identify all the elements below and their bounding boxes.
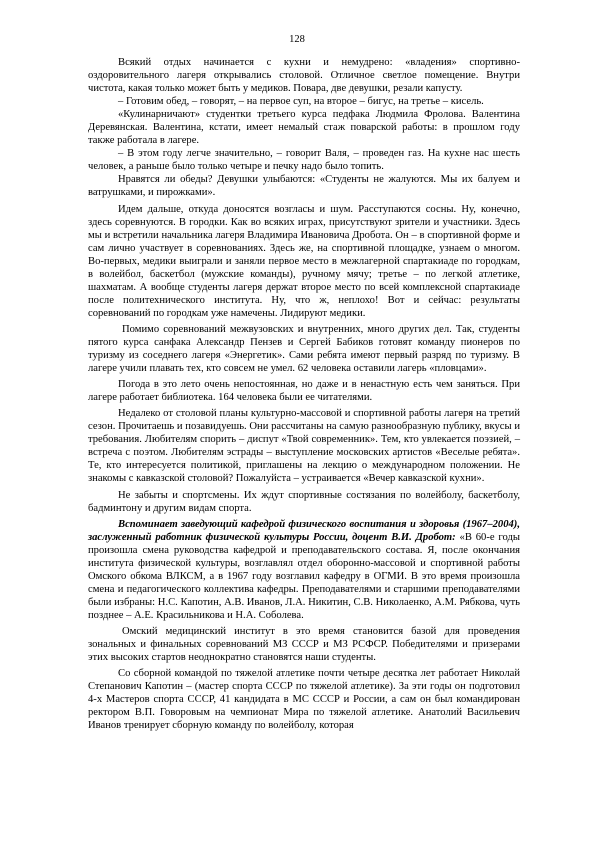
paragraph-competitions: Идем дальше, откуда доносятся возгласы и шум. Расступаются сосны. Ну, конечно, здесь соревнуются. В городки. Как во всяких играх, присутствуют зрители и участники. Здесь мы и встретили начальника лагеря Владимира Ивановича Дробота. Он – в спортивной форме и сам лично участвует в соревнованиях. Здесь же, на спортивной площадке, узнаем о многом. Во-первых, медики выиграли и заняли первое место в межлагерной спартакиаде по городкам, в волейбол, баскетбол (мужские команды), ручному мячу; третье – по легкой атлетике, шахматам. А вообще студенты лагеря держат второе место по всей комплексной спартакиаде после политехнического института. Ну, что ж, неплохо! Вот и сейчас: результаты соревнований по городкам уже намечены. Лидируют медики. [88, 203, 520, 319]
memoir-text: «В 60-е годы произошла смена руководства кафедрой и преподавательского состава. Я, после окончания института физической культуры, возглавлял отдел оборонно-массовой и спортивной работы Омского обкома ВЛКСМ, а в 1967 году возглавил кафедру в ОГМИ. В это время произошла смена и педагогического коллектива кафедры. Преподавателями и старшими преподавателями были избраны: Н.С. Капотин, А.В. Иванов, Л.А. Никитин, С.В. Николаенко, А.М. Рябкова, чуть позднее – А.Е. Красильникова и Н.А. Соболева. [88, 531, 520, 621]
paragraph-library: Погода в это лето очень непостоянная, но даже и в ненастную есть чем заняться. При лагере работает библиотека. 164 человека были ее читателями. [88, 379, 520, 404]
paragraph-kitchen-intro: Всякий отдых начинается с кухни и немудрено: «владения» спортивно-оздоровительного лагеря открывались столовой. Отличное светлое помещение. Внутри чистота, какая только может быть у медиков. Повара, две девушки, резали капусту. [88, 57, 520, 95]
page-number: 128 [289, 34, 305, 45]
paragraph-menu-quote: – Готовим обед, – говорят, – на первое суп, на второе – бигус, на третье – кисель. [118, 96, 484, 108]
paragraph-lunches: Нравятся ли обеды? Девушки улыбаются: «Студенты не жалуются. Мы их балуем и ватрушками, и пирожками». [88, 174, 520, 199]
paragraph-weightlifting: Со сборной командой по тяжелой атлетике почти четыре десятка лет работает Николай Степанович Капотин – (мастер спорта СССР по тяжелой атлетике). За эти годы он подготовил 4-х Мастеров спорта СССР, 41 кандидата в МС СССР и России, а сам он был командирован ректором В.П. Говоровым на чемпионат Мира по тяжелой атлетике. Анатолий Васильевич Иванов тренирует сборную команду по волейболу, которая [88, 668, 520, 732]
paragraph-valya-quote: – В этом году легче значительно, – говорит Валя, – проведен газ. На кухне нас шесть человек, а раньше было только четыре и печку надо было топить. [88, 148, 520, 173]
paragraph-tourism: Помимо соревнований межвузовских и внутренних, много других дел. Так, студенты пятого курса санфака Александр Пензев и Сергей Бабиков готовят команду пионеров по туризму из соседнего лагеря «Энергетик». Сами ребята имеют первый разряд по туризму. В лагере учили плавать тех, кто совсем не умел. 62 человека оставили лагерь «пловцами». [88, 323, 520, 375]
paragraph-cultural-plans: Недалеко от столовой планы культурно-массовой и спортивной работы лагеря на третий сезон. Прочитаешь и позавидуешь. Они рассчитаны на самую разнообразную публику, вкусы и требования. Любителям спорить – диспут «Твой современник». Тем, кто увлекается поэзией, – встреча с поэтом. Любителям эстрады – выступление московских артистов «Веселые ребята». Те, кто интересуется политикой, приглашены на лекцию о международном положении. Не знакомы с кавказской столовой? Пожалуйста – устраивается «Вечер кавказской кухни». [88, 408, 520, 485]
memoir-lead-in: Вспоминает заведующий кафедрой физического воспитания и здоровья (1967–2004), заслуженный работник физической культуры России, доцент В.И. Дробот: [88, 518, 520, 543]
paragraph-competition-base: Омский медицинский институт в это время становится базой для проведения зональных и финальных соревнований МЗ СССР и МЗ РСФСР. Победителями и призерами этих высоких стартов неоднократно становятся наши студенты. [88, 625, 520, 664]
paragraph-drobot-memoir [88, 518, 520, 622]
paragraph-cooks: «Кулинарничают» студентки третьего курса педфака Людмила Фролова. Валентина Деревянская. Валентина, кстати, имеет немалый стаж поварской работы: в прошлом году также работала в лагере. [88, 109, 520, 147]
paragraph-sportsmen: Не забыты и спортсмены. Их ждут спортивные состязания по волейболу, баскетболу, бадминтону и другим видам спорта. [88, 489, 520, 514]
document-body [88, 56, 520, 732]
